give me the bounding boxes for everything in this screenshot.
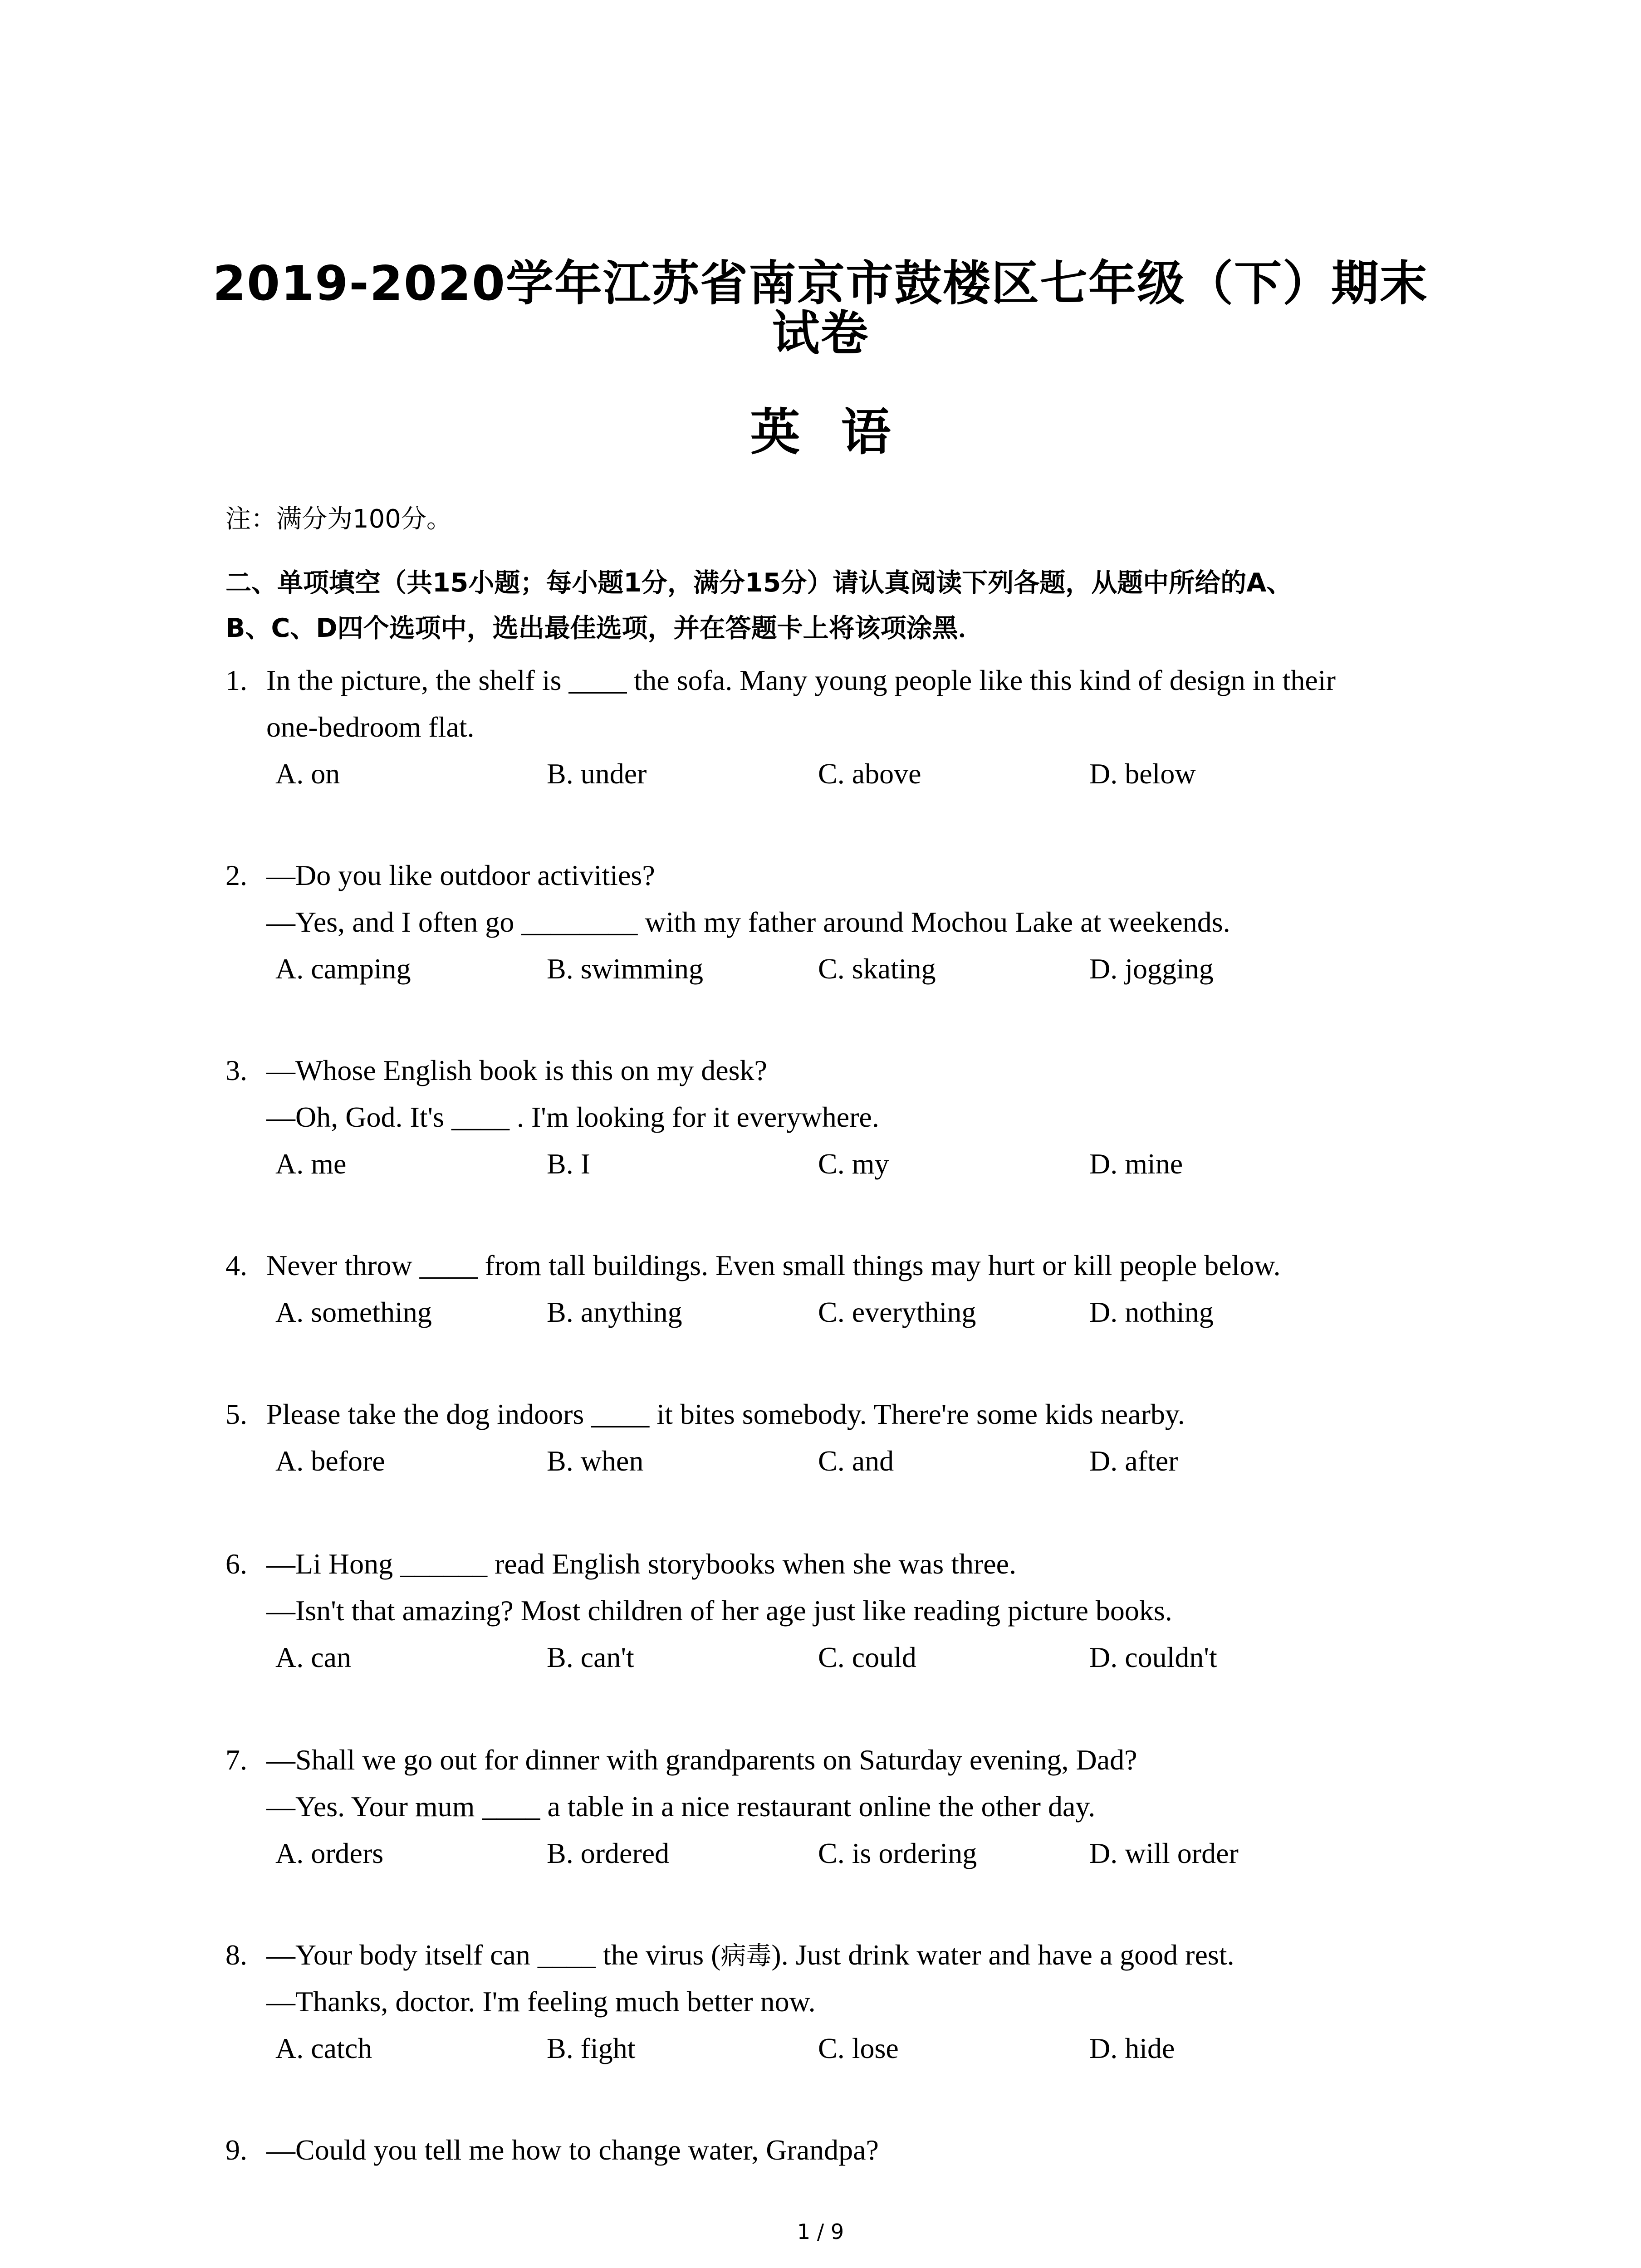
question-number: 1. (225, 664, 247, 696)
question-text-line: —Shall we go out for dinner with grandparents on Saturday evening, Dad? (266, 1744, 1137, 1776)
answer-option-d[interactable]: D. after (1089, 1445, 1178, 1477)
answer-option-b[interactable]: B. under (547, 758, 647, 790)
answer-option-a[interactable]: A. on (275, 758, 340, 790)
answer-option-a[interactable]: A. something (275, 1296, 432, 1328)
answer-option-b[interactable]: B. can't (547, 1641, 634, 1673)
question-text-line: —Your body itself can ____ the virus (病毒). Just drink water and have a good rest. (266, 1939, 1234, 1971)
answer-option-a[interactable]: A. before (275, 1445, 385, 1477)
answer-option-b[interactable]: B. anything (547, 1296, 682, 1328)
page-number: 1 / 9 (797, 2219, 844, 2244)
question-text-line: —Whose English book is this on my desk? (266, 1054, 767, 1086)
question-text-line: —Isn't that amazing? Most children of her age just like reading picture books. (266, 1594, 1172, 1627)
question-text-line: —Li Hong ______ read English storybooks when she was three. (266, 1548, 1017, 1580)
answer-option-d[interactable]: D. hide (1089, 2032, 1175, 2064)
question-number: 7. (225, 1744, 247, 1776)
exam-title-line-2: 试卷 (772, 306, 869, 361)
question-text-line: —Yes. Your mum ____ a table in a nice restaurant online the other day. (266, 1790, 1096, 1823)
answer-option-c[interactable]: C. above (818, 758, 921, 790)
question-text-line: —Thanks, doctor. I'm feeling much better now. (266, 1985, 816, 2018)
answer-option-c[interactable]: C. lose (818, 2032, 899, 2064)
question-number: 2. (225, 859, 247, 891)
subject-heading: 英语 (750, 403, 932, 461)
answer-option-a[interactable]: A. camping (275, 953, 411, 985)
question-number: 4. (225, 1249, 247, 1281)
answer-option-c[interactable]: C. skating (818, 953, 936, 985)
answer-option-b[interactable]: B. ordered (547, 1837, 670, 1869)
answer-option-d[interactable]: D. will order (1089, 1837, 1239, 1869)
answer-option-d[interactable]: D. below (1089, 758, 1196, 790)
answer-option-b[interactable]: B. swimming (547, 953, 703, 985)
section-instruction-line-1: 二、单项填空（共15小题；每小题1分，满分15分）请认真阅读下列各题，从题中所给的A、 (225, 568, 1293, 598)
answer-option-a[interactable]: A. can (275, 1641, 352, 1673)
question-text-line: —Do you like outdoor activities? (266, 859, 655, 891)
answer-option-a[interactable]: A. me (275, 1148, 347, 1180)
answer-option-d[interactable]: D. nothing (1089, 1296, 1214, 1328)
answer-option-b[interactable]: B. I (547, 1148, 590, 1180)
score-note: 注：满分为100分。 (225, 504, 452, 534)
question-number: 3. (225, 1054, 247, 1086)
question-text-line: In the picture, the shelf is ____ the sofa. Many young people like this kind of design in their (266, 664, 1336, 696)
answer-option-c[interactable]: C. and (818, 1445, 894, 1477)
section-instruction-line-2: B、C、D四个选项中，选出最佳选项，并在答题卡上将该项涂黑． (225, 613, 984, 643)
answer-option-c[interactable]: C. my (818, 1148, 889, 1180)
question-text-line: Please take the dog indoors ____ it bites somebody. There're some kids nearby. (266, 1398, 1185, 1430)
question-text-line: —Yes, and I often go ________ with my father around Mochou Lake at weekends. (266, 906, 1230, 938)
answer-option-a[interactable]: A. orders (275, 1837, 384, 1869)
answer-option-b[interactable]: B. when (547, 1445, 644, 1477)
answer-option-d[interactable]: D. mine (1089, 1148, 1183, 1180)
question-text-line: Never throw ____ from tall buildings. Even small things may hurt or kill people below. (266, 1249, 1281, 1281)
answer-option-a[interactable]: A. catch (275, 2032, 372, 2064)
answer-option-c[interactable]: C. everything (818, 1296, 976, 1328)
question-text-line: —Could you tell me how to change water, Grandpa? (266, 2134, 879, 2166)
answer-option-b[interactable]: B. fight (547, 2032, 636, 2064)
answer-option-c[interactable]: C. is ordering (818, 1837, 977, 1869)
answer-option-d[interactable]: D. couldn't (1089, 1641, 1217, 1673)
question-number: 8. (225, 1939, 247, 1971)
exam-title-line-1: 2019-2020学年江苏省南京市鼓楼区七年级（下）期末 (212, 256, 1429, 311)
question-number: 6. (225, 1548, 247, 1580)
question-text-line: —Oh, God. It's ____ . I'm looking for it everywhere. (266, 1101, 879, 1133)
question-number: 9. (225, 2134, 247, 2166)
question-text-line: one-bedroom flat. (266, 711, 475, 743)
question-number: 5. (225, 1398, 247, 1430)
answer-option-d[interactable]: D. jogging (1089, 953, 1214, 985)
answer-option-c[interactable]: C. could (818, 1641, 916, 1673)
